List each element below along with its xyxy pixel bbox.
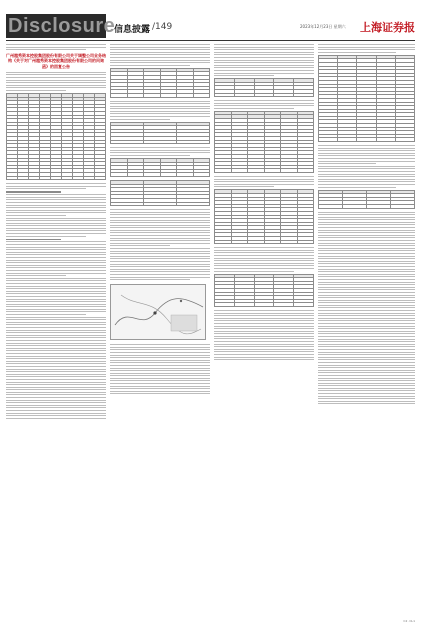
data-table — [318, 55, 415, 142]
column-3 — [214, 44, 314, 620]
data-table — [214, 274, 314, 307]
header-rule — [6, 40, 415, 41]
page-header — [0, 0, 421, 38]
data-table — [110, 180, 210, 206]
column-4 — [318, 44, 415, 620]
newspaper-name: 上海证券报 — [360, 21, 415, 34]
text-block — [214, 310, 314, 360]
text-block — [318, 44, 415, 53]
text-block — [110, 344, 210, 394]
notice-title: 广州越秀资本控股集团股份有限公司关于调整公司业务结构《关于对广州越秀资本控股集团股份有限公司的问询函》的回复公告 — [6, 53, 106, 69]
data-table — [110, 158, 210, 177]
text-block — [214, 44, 314, 76]
column-2 — [110, 44, 210, 620]
text-block — [6, 44, 106, 50]
map-figure — [110, 284, 206, 340]
text-block — [110, 147, 210, 156]
text-block — [6, 183, 106, 419]
data-table — [214, 111, 314, 173]
text-block — [110, 44, 210, 66]
masthead-logo: Disclosure — [8, 15, 116, 37]
text-block — [214, 176, 314, 187]
data-table — [6, 93, 106, 180]
data-table — [214, 78, 314, 97]
route-map-graphic — [111, 285, 207, 341]
data-table — [214, 189, 314, 244]
text-block — [110, 209, 210, 280]
notice-article — [6, 53, 106, 69]
date-line: 2023年12月23日 星期六 — [300, 24, 346, 29]
text-block — [6, 72, 106, 91]
section-title: 信息披露 — [114, 25, 151, 35]
text-block — [214, 100, 314, 109]
page-number: /149 — [152, 22, 173, 32]
text-block — [318, 212, 415, 405]
page-footer-code: C2 ·CL1 — [403, 619, 415, 623]
text-block — [214, 247, 314, 271]
text-block — [110, 101, 210, 120]
data-table — [318, 190, 415, 209]
column-1 — [6, 44, 106, 620]
data-table — [110, 122, 210, 145]
text-block — [318, 145, 415, 188]
data-table — [110, 68, 210, 98]
